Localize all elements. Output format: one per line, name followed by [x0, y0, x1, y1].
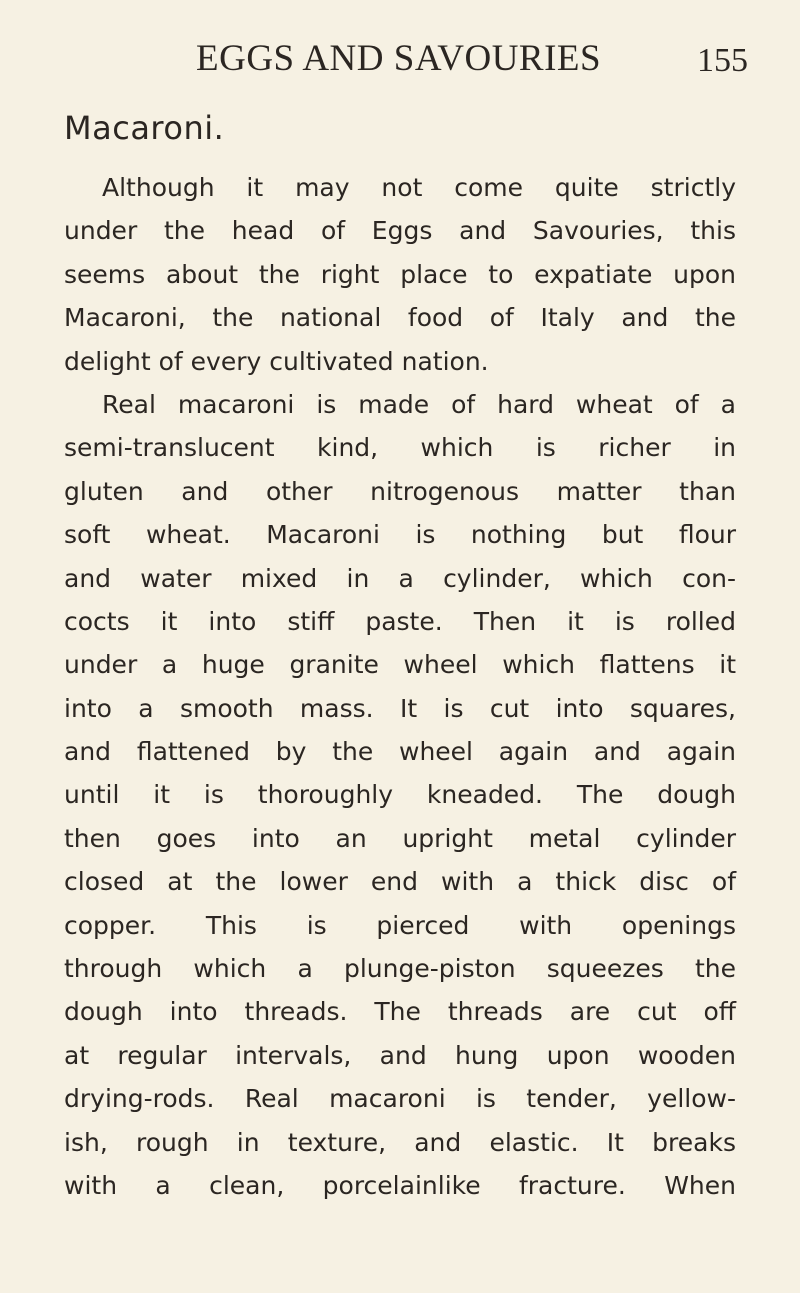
body-line: Macaroni, the national food of Italy and the — [64, 303, 736, 333]
body-line: into a smooth mass. It is cut into squares, — [64, 693, 736, 723]
running-head — [0, 34, 800, 84]
body-line: copper. This is pierced with openings — [64, 910, 736, 940]
body-line: at regular intervals, and hung upon wooden — [64, 1040, 736, 1070]
page-number: 155 — [697, 42, 748, 79]
body-line: then goes into an upright metal cylinder — [64, 823, 736, 853]
body-line: drying-rods. Real macaroni is tender, yellow- — [64, 1084, 736, 1114]
body-line: ish, rough in texture, and elastic. It breaks — [64, 1127, 736, 1157]
body-line: gluten and other nitrogenous matter than — [64, 476, 736, 506]
body-line: under the head of Eggs and Savouries, this — [64, 216, 736, 246]
body-line: seems about the right place to expatiate upon — [64, 259, 736, 289]
body-line: under a huge granite wheel which flattens it — [64, 650, 736, 680]
body-line: with a clean, porcelainlike fracture. When — [64, 1170, 736, 1200]
body-line: dough into threads. The threads are cut off — [64, 997, 736, 1027]
body-line: until it is thoroughly kneaded. The dough — [64, 780, 736, 810]
body-line: and flattened by the wheel again and again — [64, 737, 736, 767]
body-line: cocts it into stiff paste. Then it is rolled — [64, 606, 736, 636]
running-head-title: EGGS AND SAVOURIES — [196, 38, 602, 79]
body-line: Although it may not come quite strictly — [102, 173, 736, 202]
body-text — [64, 166, 736, 1207]
body-line: semi-translucent kind, which is richer in — [64, 433, 736, 463]
body-line: through which a plunge-piston squeezes the — [64, 954, 736, 984]
section-heading: Macaroni. — [64, 109, 225, 147]
body-line: and water mixed in a cylinder, which con- — [64, 563, 736, 593]
body-line: Real macaroni is made of hard wheat of a — [102, 389, 736, 419]
body-line: soft wheat. Macaroni is nothing but flour — [64, 520, 736, 550]
body-line: delight of every cultivated nation. — [64, 346, 489, 376]
body-line: closed at the lower end with a thick disc of — [64, 867, 736, 897]
